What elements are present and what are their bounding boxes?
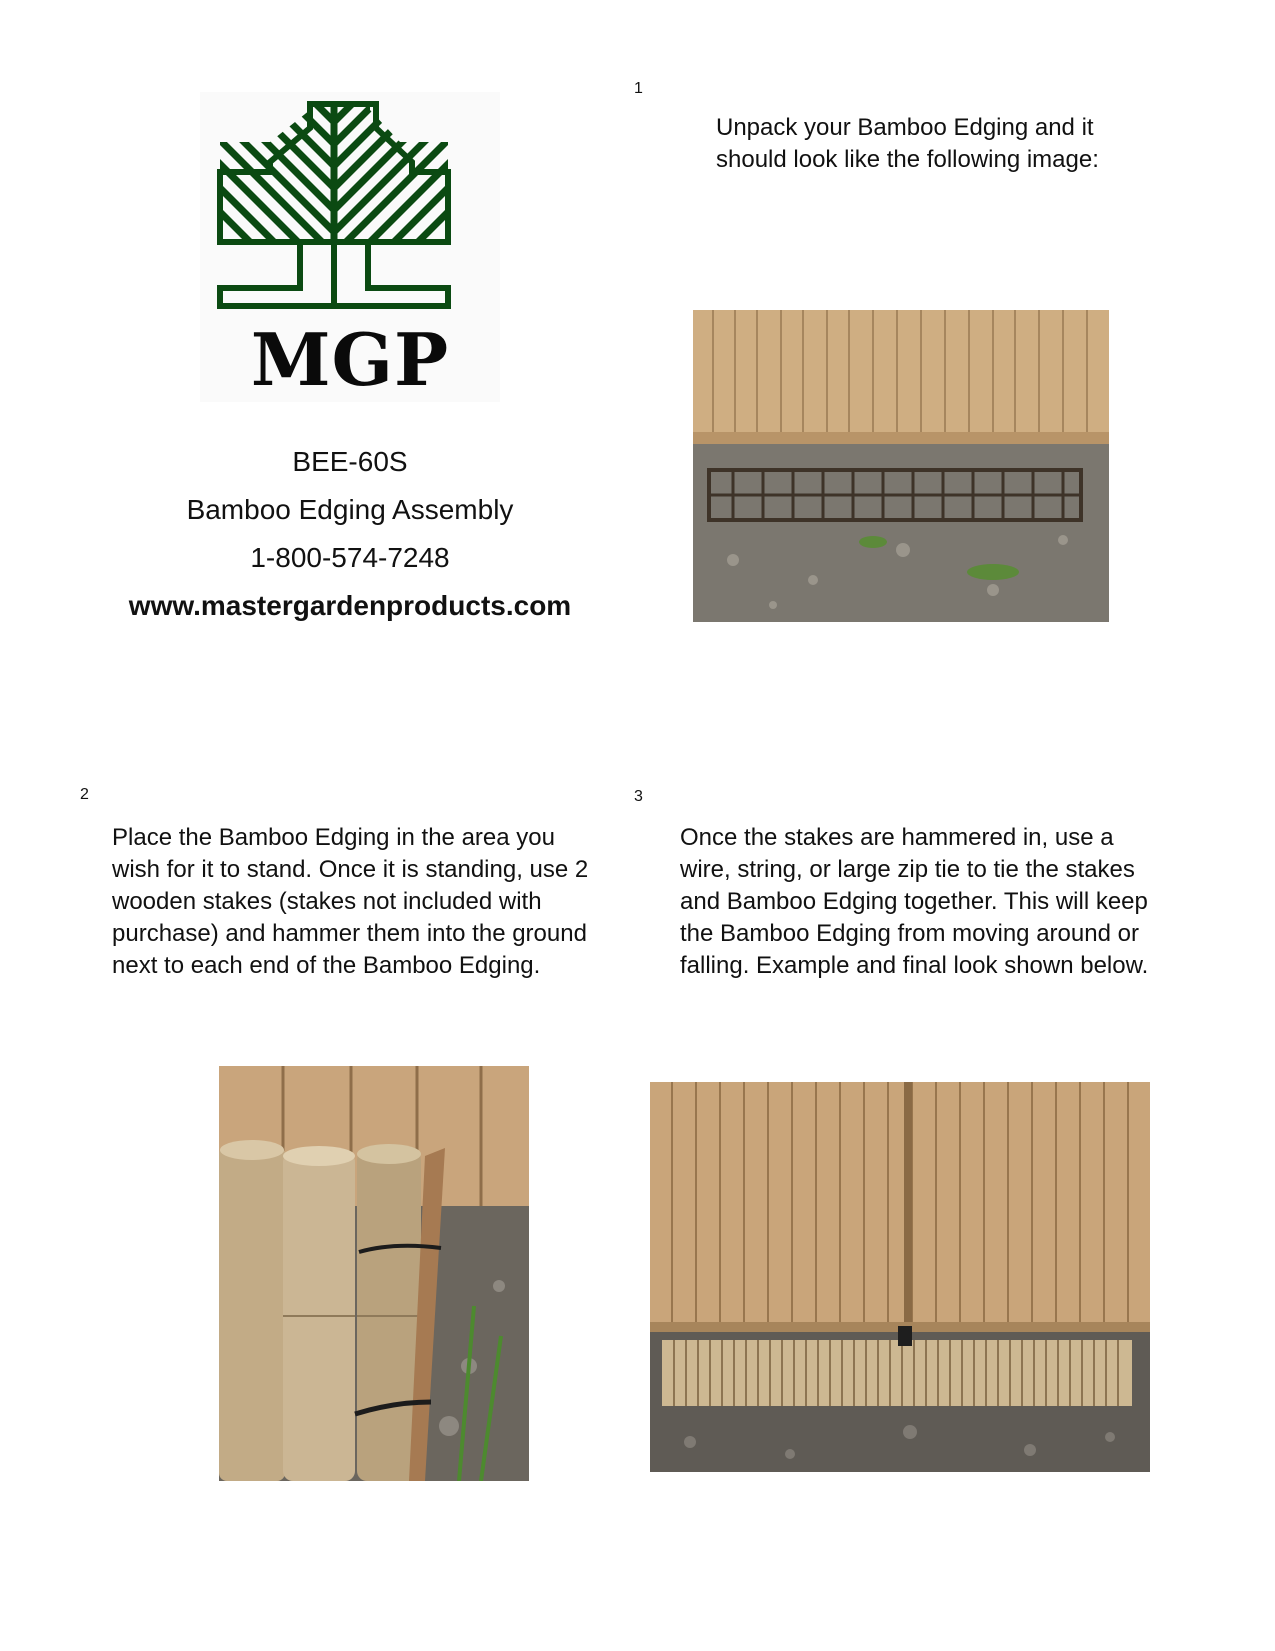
mgp-logo <box>200 92 500 402</box>
step-1-number: 1 <box>634 80 643 97</box>
model-number: BEE-60S <box>292 446 408 477</box>
product-title: Bamboo Edging Assembly <box>186 494 514 525</box>
step-2-number: 2 <box>80 786 89 803</box>
final-look-photo <box>650 1082 1150 1472</box>
stake-tied-photo <box>219 1066 529 1481</box>
step-2-text: Place the Bamboo Edging in the area you wish for it to stand. Once it is standing, use 2 wooden stakes (stakes not included with purchase) and hammer them into the ground next to each end of the Bamboo Edging. <box>112 824 589 979</box>
logo-text: MGP <box>250 317 450 402</box>
website-link[interactable]: www.mastergardenproducts.com <box>128 590 572 621</box>
tree-icon <box>200 92 500 332</box>
step-3-text: Once the stakes are hammered in, use a wire, string, or large zip tie to tie the stakes and Bamboo Edging together. This will keep the Bamboo Edging from moving around or falling. Example and final look shown below. <box>680 824 1149 979</box>
step-3-number: 3 <box>634 788 643 805</box>
phone-number: 1-800-574-7248 <box>250 542 450 573</box>
step-1-text: Unpack your Bamboo Edging and it should look like the following image: <box>716 114 1099 173</box>
unpacked-edging-photo <box>693 310 1109 622</box>
